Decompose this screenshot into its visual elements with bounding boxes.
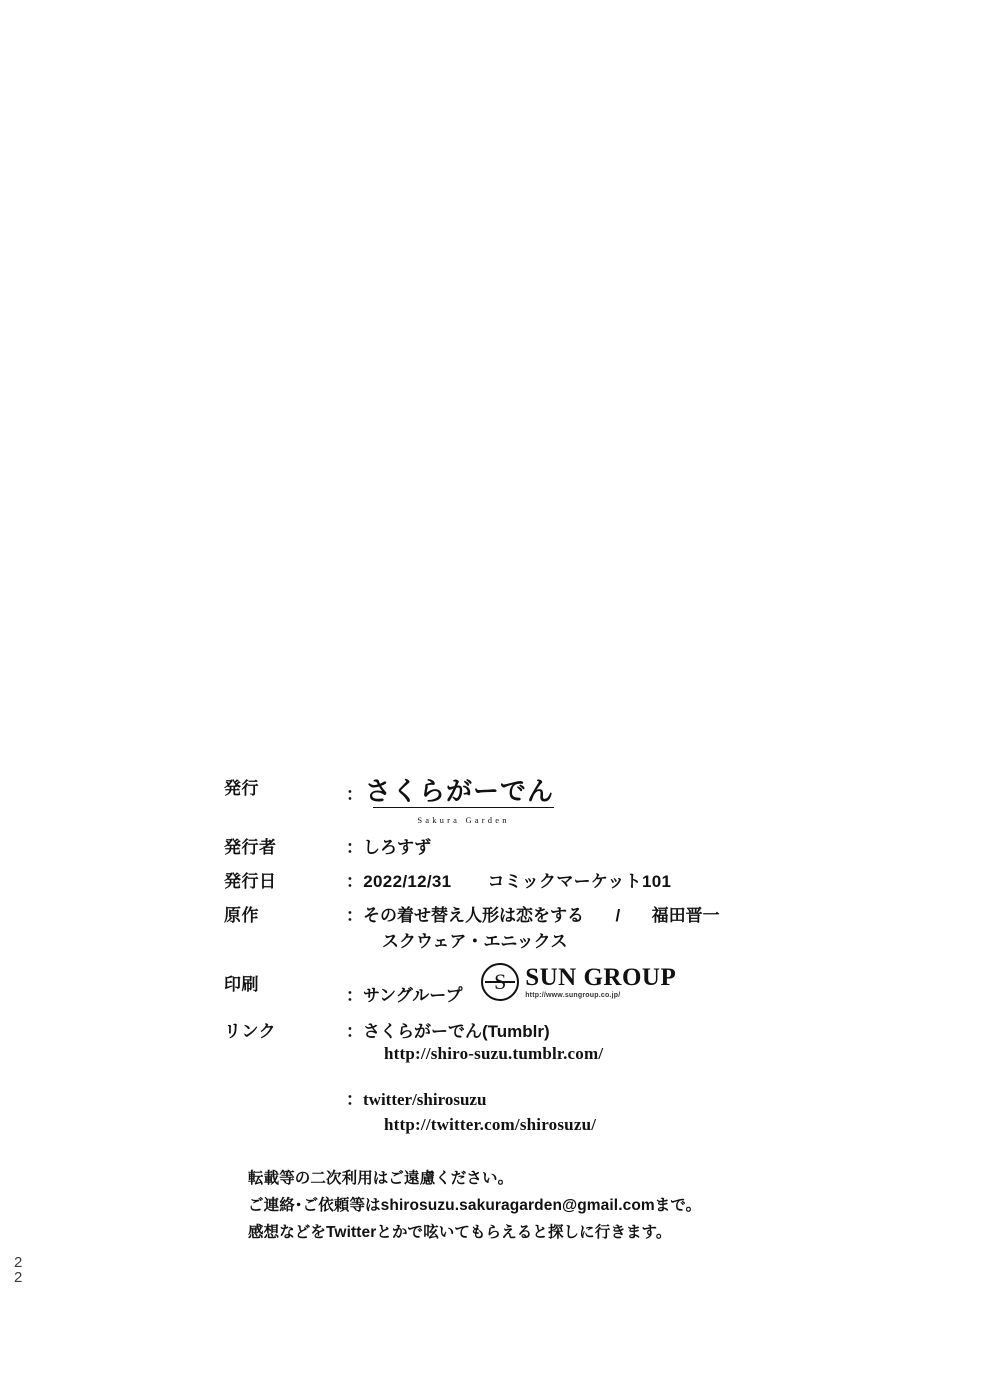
author-value: ：しろすず bbox=[346, 838, 432, 857]
colophon-block bbox=[224, 778, 844, 1137]
colophon-row-print bbox=[224, 963, 844, 1007]
original-separator: / bbox=[615, 906, 621, 925]
sun-group-mark-icon bbox=[481, 963, 519, 1001]
date-value-group bbox=[346, 871, 844, 893]
print-value-group bbox=[346, 963, 844, 1007]
colophon-row-date bbox=[224, 871, 844, 893]
sakura-garden-logo-subtitle: Sakura Garden bbox=[373, 807, 554, 831]
original-title: ：その着せ替え人形は恋をする bbox=[346, 906, 584, 925]
page-number-digit-1: 2 bbox=[14, 1254, 23, 1271]
sun-group-logo bbox=[481, 963, 676, 1001]
original-author: 福田晋一 bbox=[651, 906, 720, 925]
colophon-row-author bbox=[224, 837, 844, 859]
print-label: 印刷 bbox=[224, 975, 259, 994]
links-gap bbox=[224, 1065, 844, 1087]
links-value-group bbox=[346, 1021, 844, 1065]
tumblr-url[interactable]: http://shiro-suzu.tumblr.com/ bbox=[384, 1044, 604, 1063]
event-name: コミックマーケット101 bbox=[487, 872, 672, 891]
twitter-name: ：twitter/shirosuzu bbox=[346, 1090, 487, 1109]
date-value: ：2022/12/31 bbox=[346, 872, 452, 891]
page-number bbox=[14, 1255, 36, 1285]
page-number-digit-2: 2 bbox=[14, 1269, 23, 1286]
sun-group-name: SUN GROUP bbox=[525, 964, 677, 991]
note-line-1: 転載等の二次利用はご遠慮ください。 bbox=[248, 1170, 514, 1187]
tumblr-name: ：さくらがーでん(Tumblr) bbox=[346, 1022, 550, 1041]
note-line-2: ご連絡･ご依頼等はshirosuzu.sakuragarden@gmail.comまで。 bbox=[248, 1197, 702, 1214]
note-line-3: 感想などをTwitterとかで呟いてもらえると探しに行きます。 bbox=[248, 1224, 672, 1241]
publisher-label: 発行 bbox=[224, 779, 259, 798]
links-label: リンク bbox=[224, 1022, 277, 1041]
colophon-row-links bbox=[224, 1021, 844, 1065]
author-label: 発行者 bbox=[224, 838, 277, 857]
colophon-row-publisher bbox=[224, 778, 844, 831]
publisher-value bbox=[346, 778, 844, 831]
date-label: 発行日 bbox=[224, 872, 277, 891]
original-value-group bbox=[346, 905, 844, 927]
print-company: ：サングループ bbox=[346, 986, 463, 1005]
publisher-colon: ： bbox=[346, 785, 363, 804]
original-label: 原作 bbox=[224, 906, 259, 925]
footer-notes bbox=[248, 1165, 888, 1246]
twitter-url[interactable]: http://twitter.com/shirosuzu/ bbox=[384, 1115, 597, 1134]
sakura-garden-logo: さくらがーでん bbox=[365, 777, 555, 807]
colophon-row-original bbox=[224, 905, 844, 927]
sun-group-url: http://www.sungroup.co.jp/ bbox=[525, 992, 621, 999]
original-publisher: スクウェア・エニックス bbox=[382, 932, 568, 951]
twitter-link-group bbox=[346, 1087, 844, 1137]
